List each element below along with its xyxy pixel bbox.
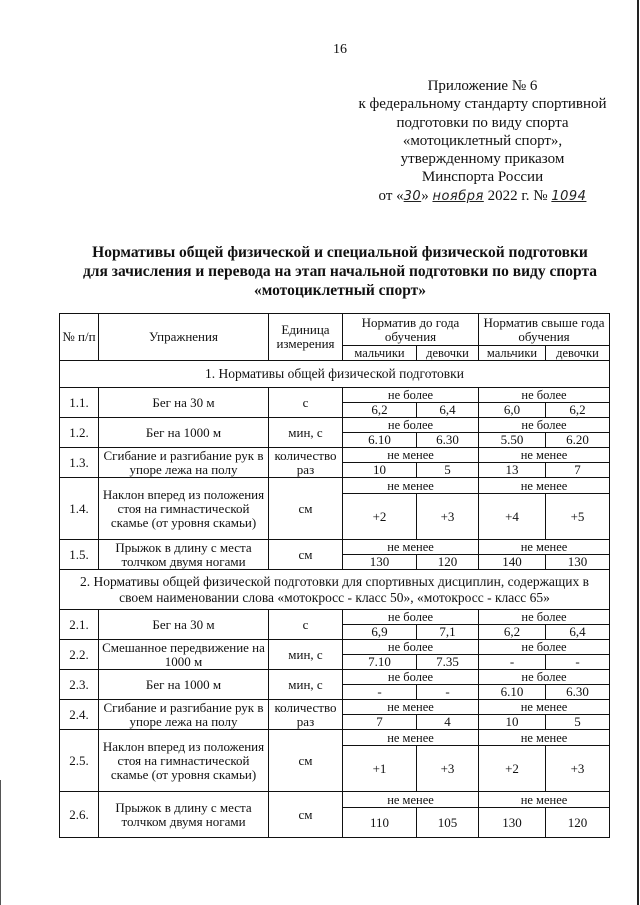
qualifier: не менее — [479, 792, 610, 808]
row-exercise: Наклон вперед из положения стоя на гимнастической скамье (от уровня скамьи) — [99, 478, 269, 540]
header-girls: девочки — [546, 346, 610, 361]
value-cell: 6.10 — [479, 685, 546, 700]
row-unit: с — [269, 610, 343, 640]
header-group-under-year: Норматив до года обучения — [343, 314, 479, 346]
qualifier: не менее — [479, 730, 610, 746]
row-num: 1.2. — [60, 418, 99, 448]
header-girls: девочки — [417, 346, 479, 361]
value-cell: 6.20 — [546, 433, 610, 448]
value-cell: 10 — [343, 463, 417, 478]
row-unit: см — [269, 730, 343, 792]
order-year: 2022 г. № — [487, 187, 548, 204]
row-unit: см — [269, 792, 343, 838]
value-cell: +3 — [417, 494, 479, 540]
qualifier: не более — [343, 670, 479, 685]
document-title — [60, 243, 620, 300]
row-unit: см — [269, 540, 343, 570]
qualifier: не менее — [343, 730, 479, 746]
row-unit: количество раз — [269, 700, 343, 730]
row-num: 2.2. — [60, 640, 99, 670]
section-title: 2. Нормативы общей физической подготовки для спортивных дисциплин, содержащих в своем наименовании слова «мотокросс - класс 50», «мотокросс - класс 65» — [60, 570, 610, 610]
row-num: 2.6. — [60, 792, 99, 838]
header-group-over-year: Норматив свыше года обучения — [479, 314, 610, 346]
appendix-line: «мотоциклетный спорт», — [402, 132, 563, 149]
qualifier: не более — [479, 670, 610, 685]
value-cell: 10 — [479, 715, 546, 730]
row-exercise: Сгибание и разгибание рук в упоре лежа на полу — [99, 700, 269, 730]
row-unit: мин, с — [269, 418, 343, 448]
value-cell: 7,1 — [417, 625, 479, 640]
appendix-block — [340, 77, 625, 206]
row-num: 1.5. — [60, 540, 99, 570]
value-cell: 140 — [479, 555, 546, 570]
order-day: 30 — [403, 188, 422, 204]
value-cell: 120 — [546, 808, 610, 838]
row-unit: см — [269, 478, 343, 540]
value-cell: 13 — [479, 463, 546, 478]
qualifier: не более — [343, 418, 479, 433]
value-cell: 130 — [343, 555, 417, 570]
order-prefix: от « — [378, 187, 404, 204]
row-num: 1.4. — [60, 478, 99, 540]
value-cell: 6,4 — [546, 625, 610, 640]
header-exercise: Упражнения — [99, 314, 269, 361]
qualifier: не более — [479, 388, 610, 403]
value-cell: +1 — [343, 746, 417, 792]
scan-edge-right — [637, 0, 639, 905]
row-exercise: Наклон вперед из положения стоя на гимнастической скамье (от уровня скамьи) — [99, 730, 269, 792]
row-exercise: Смешанное передвижение на 1000 м — [99, 640, 269, 670]
row-exercise: Бег на 1000 м — [99, 670, 269, 700]
appendix-line: Минспорта России — [421, 169, 544, 186]
value-cell: - — [417, 685, 479, 700]
value-cell: 6,4 — [417, 403, 479, 418]
value-cell: 7.10 — [343, 655, 417, 670]
value-cell: 6.30 — [546, 685, 610, 700]
qualifier: не более — [343, 388, 479, 403]
value-cell: 7.35 — [417, 655, 479, 670]
qualifier: не менее — [479, 448, 610, 463]
row-num: 2.4. — [60, 700, 99, 730]
value-cell: 120 — [417, 555, 479, 570]
value-cell: 7 — [343, 715, 417, 730]
title-line: для зачисления и перевода на этап начальной подготовки по виду спорта — [82, 263, 598, 280]
value-cell: 4 — [417, 715, 479, 730]
value-cell: 130 — [546, 555, 610, 570]
appendix-line: подготовки по виду спорта — [396, 114, 569, 131]
value-cell: 5 — [546, 715, 610, 730]
qualifier: не менее — [343, 448, 479, 463]
row-num: 1.3. — [60, 448, 99, 478]
qualifier: не менее — [343, 700, 479, 715]
row-exercise: Сгибание и разгибание рук в упоре лежа на полу — [99, 448, 269, 478]
value-cell: 5.50 — [479, 433, 546, 448]
qualifier: не более — [479, 418, 610, 433]
value-cell: - — [343, 685, 417, 700]
qualifier: не менее — [343, 792, 479, 808]
row-exercise: Бег на 30 м — [99, 388, 269, 418]
row-unit: с — [269, 388, 343, 418]
scan-edge-left — [0, 780, 1, 905]
value-cell: +2 — [343, 494, 417, 540]
qualifier: не менее — [479, 478, 610, 494]
order-line — [340, 187, 625, 206]
qualifier: не более — [343, 610, 479, 625]
order-number: 1094 — [551, 188, 587, 204]
value-cell: 7 — [546, 463, 610, 478]
title-line: «мотоциклетный спорт» — [254, 282, 426, 299]
qualifier: не более — [343, 640, 479, 655]
value-cell: 6,0 — [479, 403, 546, 418]
appendix-line: Приложение № 6 — [427, 78, 538, 94]
row-num: 1.1. — [60, 388, 99, 418]
qualifier: не менее — [479, 540, 610, 555]
row-exercise: Прыжок в длину с места толчком двумя ногами — [99, 540, 269, 570]
qualifier: не более — [479, 640, 610, 655]
row-num: 2.3. — [60, 670, 99, 700]
norms-table — [59, 313, 610, 838]
value-cell: +3 — [546, 746, 610, 792]
value-cell: 6,2 — [343, 403, 417, 418]
value-cell: - — [479, 655, 546, 670]
row-num: 2.5. — [60, 730, 99, 792]
row-exercise: Прыжок в длину с места толчком двумя ногами — [99, 792, 269, 838]
value-cell: 105 — [417, 808, 479, 838]
header-boys: мальчики — [343, 346, 417, 361]
header-boys: мальчики — [479, 346, 546, 361]
row-exercise: Бег на 30 м — [99, 610, 269, 640]
qualifier: не менее — [343, 540, 479, 555]
appendix-line: утвержденному приказом — [400, 151, 565, 168]
value-cell: +4 — [479, 494, 546, 540]
row-unit: мин, с — [269, 670, 343, 700]
value-cell: 6.10 — [343, 433, 417, 448]
row-exercise: Бег на 1000 м — [99, 418, 269, 448]
appendix-line: к федеральному стандарту спортивной — [358, 96, 607, 113]
section-title: 1. Нормативы общей физической подготовки — [60, 361, 610, 388]
value-cell: +2 — [479, 746, 546, 792]
value-cell: 6,2 — [546, 403, 610, 418]
header-num: № п/п — [60, 314, 99, 361]
value-cell: +3 — [417, 746, 479, 792]
value-cell: 5 — [417, 463, 479, 478]
header-unit: Единица измерения — [269, 314, 343, 361]
qualifier: не более — [479, 610, 610, 625]
row-unit: мин, с — [269, 640, 343, 670]
qualifier: не менее — [343, 478, 479, 494]
order-mid: » — [421, 187, 429, 204]
value-cell: 130 — [479, 808, 546, 838]
value-cell: 6.30 — [417, 433, 479, 448]
row-unit: количество раз — [269, 448, 343, 478]
value-cell: +5 — [546, 494, 610, 540]
qualifier: не менее — [479, 700, 610, 715]
row-num: 2.1. — [60, 610, 99, 640]
order-month: ноября — [432, 188, 484, 204]
value-cell: 110 — [343, 808, 417, 838]
value-cell: 6,2 — [479, 625, 546, 640]
value-cell: 6,9 — [343, 625, 417, 640]
page-number: 16 — [333, 42, 347, 57]
value-cell: - — [546, 655, 610, 670]
title-line: Нормативы общей физической и специальной физической подготовки — [92, 244, 588, 261]
